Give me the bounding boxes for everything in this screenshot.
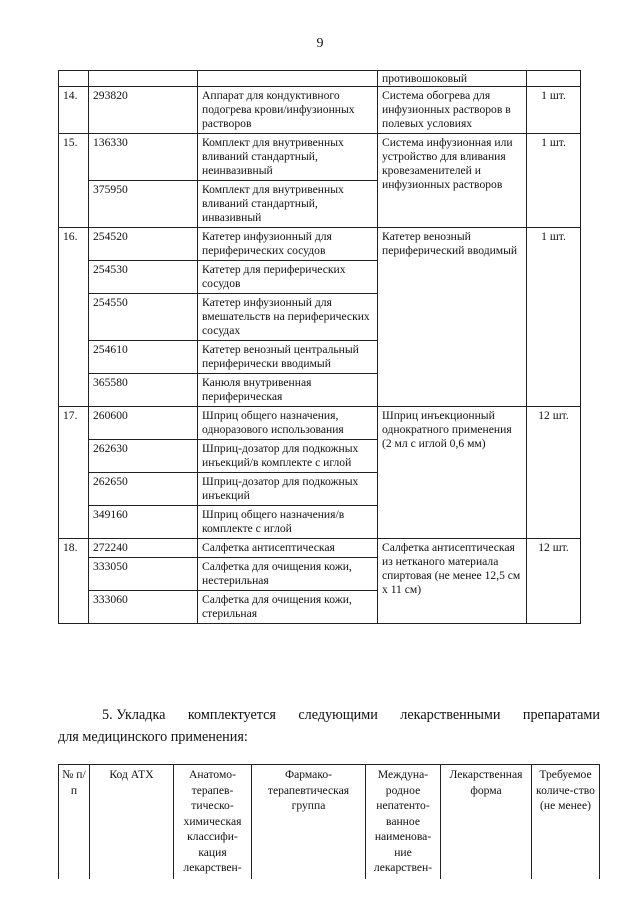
item-code: 375950 (89, 181, 198, 228)
item-name: Комплект для внутривенных вливаний стандартный, инвазивный (198, 181, 378, 228)
item-quantity: 1 шт. (527, 134, 581, 228)
cell-code (89, 71, 198, 87)
item-name: Шприц общего назначения/в комплекте с иглой (198, 506, 378, 539)
header-atc-code: Код АТХ (90, 765, 174, 880)
item-code: 262630 (89, 440, 198, 473)
item-name: Катетер инфузионный для вмешательств на периферических сосудах (198, 294, 378, 341)
item-code: 272240 (89, 539, 198, 558)
table-row (59, 134, 581, 181)
item-name: Канюля внутривенная периферическая (198, 374, 378, 407)
item-code: 136330 (89, 134, 198, 181)
item-code: 349160 (89, 506, 198, 539)
item-name: Шприц-дозатор для подкожных инъекций/в комплекте с иглой (198, 440, 378, 473)
paragraph-word: комплектуется (187, 707, 276, 723)
paragraph-second-line: для медицинского применения: (58, 729, 248, 745)
item-name: Салфетка антисептическая (198, 539, 378, 558)
item-name: Шприц общего назначения, одноразового использования (198, 407, 378, 440)
table-row (59, 228, 581, 261)
item-number: 17. (59, 407, 89, 539)
item-code: 365580 (89, 374, 198, 407)
item-purpose: Система инфузионная или устройство для вливания кровезаменителей и инфузионных растворов (378, 134, 527, 228)
cell-num (59, 71, 89, 87)
item-number: 16. (59, 228, 89, 407)
item-name: Шприц-дозатор для подкожных инъекций (198, 473, 378, 506)
header-atc-classification: Анатомо-терапев-тическо-химическая классифи-кация лекарствен- (174, 765, 252, 880)
item-quantity: 12 шт. (527, 539, 581, 624)
paragraph-word: 5. Укладка (102, 707, 166, 723)
paragraph-word: препаратами (522, 707, 600, 723)
item-name: Салфетка для очищения кожи, стерильная (198, 591, 378, 624)
item-name: Комплект для внутривенных вливаний стандартный, неинвазивный (198, 134, 378, 181)
item-name: Аппарат для кондуктивного подогрева крови/инфузионных растворов (198, 87, 378, 134)
header-number: № п/п (59, 765, 90, 880)
item-purpose: Шприц инъекционный однократного применения (2 мл с иглой 0,6 мм) (378, 407, 527, 539)
drugs-table (58, 764, 600, 879)
item-quantity: 1 шт. (527, 228, 581, 407)
table-row (59, 407, 581, 440)
item-code: 293820 (89, 87, 198, 134)
paragraph-first-line (58, 704, 600, 726)
item-purpose: Катетер венозный периферический вводимый (378, 228, 527, 407)
item-code: 254520 (89, 228, 198, 261)
item-code: 333050 (89, 558, 198, 591)
item-number: 18. (59, 539, 89, 624)
item-purpose: Салфетка антисептическая из нетканого материала спиртовая (не менее 12,5 см х 11 см) (378, 539, 527, 624)
paragraph-word: следующими (298, 707, 378, 723)
item-name: Катетер венозный центральный периферически вводимый (198, 341, 378, 374)
header-inn: Междуна-родное непатенто-ванное наименова-ние лекарствен- (366, 765, 441, 880)
section-5-paragraph (58, 704, 600, 748)
item-code: 262650 (89, 473, 198, 506)
item-quantity: 12 шт. (527, 407, 581, 539)
cell-purpose: противошоковый (378, 71, 527, 87)
header-pharmacotherapeutic-group: Фармако-терапевтическая группа (252, 765, 366, 880)
item-code: 254610 (89, 341, 198, 374)
item-name: Катетер для периферических сосудов (198, 261, 378, 294)
item-name: Катетер инфузионный для периферических сосудов (198, 228, 378, 261)
item-number: 15. (59, 134, 89, 228)
cell-name (198, 71, 378, 87)
table-row (59, 87, 581, 134)
item-code: 254550 (89, 294, 198, 341)
item-number: 14. (59, 87, 89, 134)
table-row (59, 539, 581, 558)
paragraph-word: лекарственными (400, 707, 501, 723)
header-required-quantity: Требуемое количе-ство (не менее) (532, 765, 600, 880)
item-name: Салфетка для очищения кожи, нестерильная (198, 558, 378, 591)
medical-items-table (58, 70, 581, 624)
item-code: 333060 (89, 591, 198, 624)
item-purpose: Система обогрева для инфузионных растворов в полевых условиях (378, 87, 527, 134)
item-code: 260600 (89, 407, 198, 440)
drugs-table-header-row (59, 765, 600, 880)
header-dosage-form: Лекарственная форма (441, 765, 532, 880)
item-code: 254530 (89, 261, 198, 294)
drugs-table-wrapper (58, 764, 600, 918)
table-row-continuation (59, 71, 581, 87)
cell-qty (527, 71, 581, 87)
page-number: 9 (316, 36, 324, 51)
item-quantity: 1 шт. (527, 87, 581, 134)
